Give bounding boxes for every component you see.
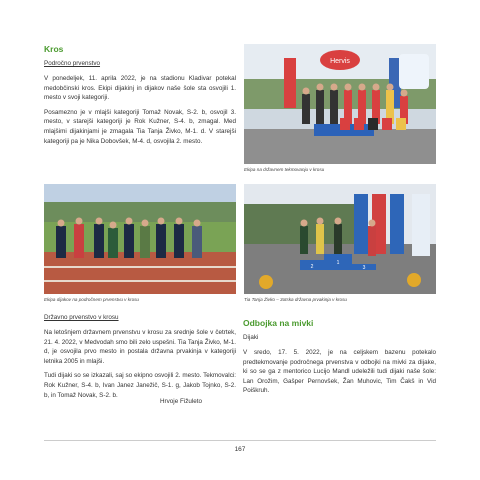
kros-paragraph-2: Posamezno je v mlajši kategoriji Tomaž Novak, S-2. b, osvojil 3. mesto, v starejši kategoriji je Rok Kužner, S-4. b, zmagal. Med mlajšimi dijakinjami je zmagala Tia Tanja Živko, M-1. d. V starejši kategoriji pa je Nika Dobovšek, M-4. d, osvojila 2. mesto. — [44, 108, 236, 145]
kros-section — [44, 44, 236, 151]
photo-team-podium-image — [244, 44, 436, 164]
odbojka-subheading: Dijaki — [243, 334, 259, 341]
caption-team-podium: Ekipa na državnem tekmovanju v krosu — [244, 167, 325, 172]
photo-winner-podium-image — [244, 184, 436, 294]
odbojka-section — [243, 318, 436, 401]
kros-heading: Kros — [44, 44, 64, 54]
drzavno-section — [44, 314, 236, 405]
odbojka-paragraph-1: V sredo, 17. 5. 2022, je na celjskem bazenu potekalo predtekmovanje področnega prvenstva v odbojki na mivki za dijake, ki so se ga z mentorico Lucijo Mandl udeležili tudi dijaki naše šole: Lan Orožim, Gašper Pernovšek, Žan Muhovic, Tim Čakš in Vid Poiškruh. — [243, 349, 436, 395]
odbojka-heading: Odbojka na mivki — [243, 318, 314, 328]
caption-student-team: Ekipa dijakov na področnem prvenstvu v krosu — [44, 297, 139, 302]
page-number: 167 — [234, 446, 246, 453]
photo-student-team-image — [44, 184, 236, 294]
drzavno-paragraph-2: Tudi dijaki so se izkazali, saj so ekipno osvojili 2. mesto. Tekmovalci: Rok Kužner, S-4. b, Ivan Janez Janežič, S-1. g, Jakob Tojnko, S-2. b, in Tomaž Novak, S-2. b. — [44, 372, 236, 399]
photo-winner-podium — [244, 184, 436, 294]
podium-number-3: 3 — [362, 265, 366, 271]
kros-paragraph-1: V ponedeljek, 11. aprila 2022, je na stadionu Kladivar potekal medobčinski kros. Ekipi dijakinj in dijakov naše šole sta osvojili 1. mesto v svoji kategoriji. — [44, 75, 236, 102]
kros-subheading: Področno prvenstvo — [44, 60, 101, 67]
footer-divider — [44, 440, 436, 441]
photo-team-podium — [244, 44, 436, 164]
photo-student-team — [44, 184, 236, 294]
banner-text: Hervis — [330, 58, 350, 65]
drzavno-paragraph-1: Na letošnjem državnem prvenstvu v krosu za srednje šole v četrtek, 21. 4. 2022, v Medvodah smo bili zelo uspešni. Tia Tanja Živko, M-1. d, je osvojila prvo mesto in postala državna prvakinja v kategoriji letnika 2005 in mlajši. — [44, 329, 236, 365]
drzavno-subheading: Državno prvenstvo v krosu — [44, 314, 119, 321]
podium-number-1: 1 — [336, 260, 340, 266]
caption-winner-podium: Tia Tanja Živko – 3otska državna prvakinja v krosu — [244, 297, 347, 302]
article-author: Hrvoje Fižuleto — [160, 398, 202, 405]
podium-number-2: 2 — [310, 264, 314, 270]
